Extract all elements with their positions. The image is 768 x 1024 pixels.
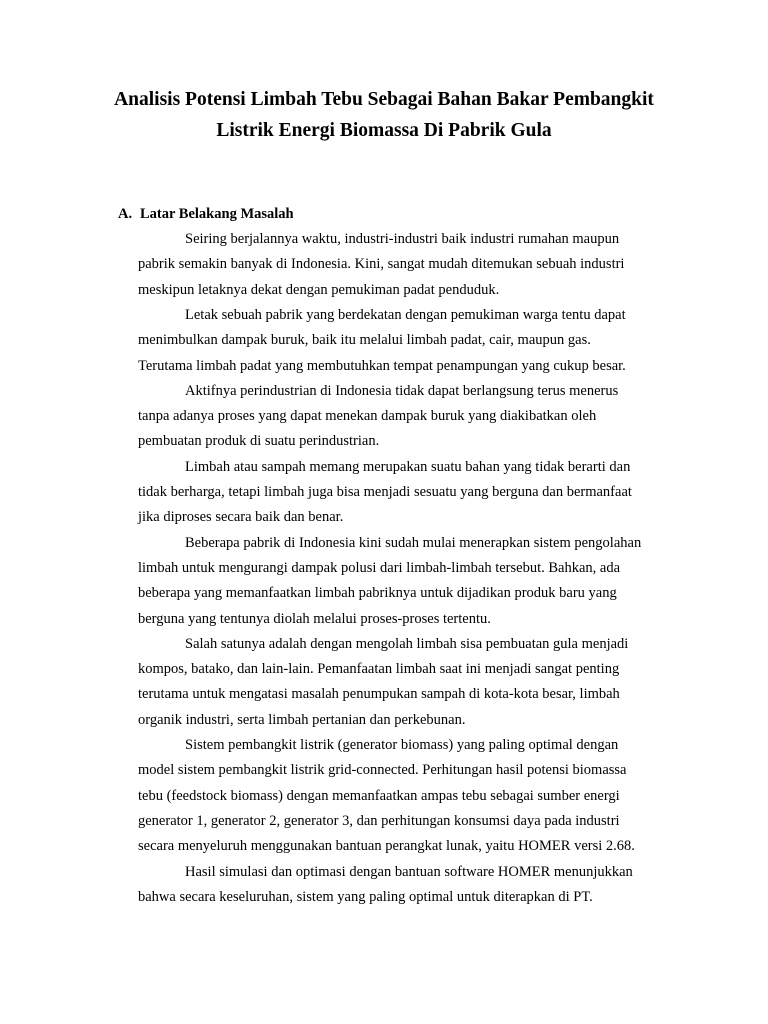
section-heading-text: Latar Belakang Masalah <box>140 206 294 222</box>
section-heading <box>118 204 294 224</box>
paragraph-line: tidak berharga, tetapi limbah juga bisa menjadi sesuatu yang berguna dan bermanfaat <box>138 484 632 500</box>
paragraph-line: bahwa secara keseluruhan, sistem yang paling optimal untuk diterapkan di PT. <box>138 888 593 905</box>
paragraph-line: terutama untuk mengatasi masalah penumpukan sampah di kota-kota besar, limbah <box>138 686 620 703</box>
paragraph-line: limbah untuk mengurangi dampak polusi dari limbah-limbah tersebut. Bahkan, ada <box>138 559 621 576</box>
section-marker: A. <box>118 206 133 222</box>
paragraph-line: pembuatan produk di suatu perindustrian. <box>138 433 380 450</box>
paragraph-line: generator 1, generator 2, generator 3, dan perhitungan konsumsi daya pada industri <box>138 812 620 829</box>
paragraph-line: menimbulkan dampak buruk, baik itu melalui limbah padat, cair, maupun gas. <box>138 332 591 349</box>
document-title-line-1: Analisis Potensi Limbah Tebu Sebagai Bahan Bakar Pembangkit <box>114 89 654 110</box>
paragraph-line: organik industri, serta limbah pertanian dan perkebunan. <box>138 711 466 728</box>
paragraph-line: kompos, batako, dan lain-lain. Pemanfaatan limbah saat ini menjadi sangat penting <box>138 661 620 678</box>
paragraph-line: Beberapa pabrik di Indonesia kini sudah mulai menerapkan sistem pengolahan <box>185 534 642 551</box>
paragraph-line: secara menyeluruh menggunakan bantuan perangkat lunak, yaitu HOMER versi 2.68. <box>138 838 635 855</box>
paragraph-line: berguna yang tentunya diolah melalui proses-proses tertentu. <box>138 610 491 627</box>
paragraph-line: Hasil simulasi dan optimasi dengan bantuan software HOMER menunjukkan <box>185 863 633 880</box>
paragraph-line: pabrik semakin banyak di Indonesia. Kini, sangat mudah ditemukan sebuah industri <box>138 256 625 273</box>
paragraph-line: Salah satunya adalah dengan mengolah limbah sisa pembuatan gula menjadi <box>185 635 629 652</box>
paragraph-line: meskipun letaknya dekat dengan pemukiman padat penduduk. <box>138 281 500 298</box>
paragraph-line: Terutama limbah padat yang membutuhkan tempat penampungan yang cukup besar. <box>138 357 626 374</box>
document-title-line-2: Listrik Energi Biomassa Di Pabrik Gula <box>216 120 552 141</box>
paragraph-line: jika diproses secara baik dan benar. <box>138 509 344 526</box>
paragraph-line: Limbah atau sampah memang merupakan suatu bahan yang tidak berarti dan <box>185 458 631 475</box>
paragraph-line: Aktifnya perindustrian di Indonesia tidak dapat berlangsung terus menerus <box>185 382 619 399</box>
paragraph-line: Sistem pembangkit listrik (generator biomass) yang paling optimal dengan <box>185 737 619 753</box>
paragraph-line: beberapa yang memanfaatkan limbah pabriknya untuk dijadikan produk baru yang <box>138 585 617 602</box>
paragraph-line: Seiring berjalannya waktu, industri-industri baik industri rumahan maupun <box>185 231 620 247</box>
paragraph-line: tanpa adanya proses yang dapat menekan dampak buruk yang diakibatkan oleh <box>138 408 597 425</box>
paragraph-line: model sistem pembangkit listrik grid-connected. Perhitungan hasil potensi biomassa <box>138 762 627 779</box>
paragraph-line: Letak sebuah pabrik yang berdekatan dengan pemukiman warga tentu dapat <box>185 306 626 323</box>
paragraph-line: tebu (feedstock biomass) dengan memanfaatkan ampas tebu sebagai sumber energi <box>138 787 620 804</box>
